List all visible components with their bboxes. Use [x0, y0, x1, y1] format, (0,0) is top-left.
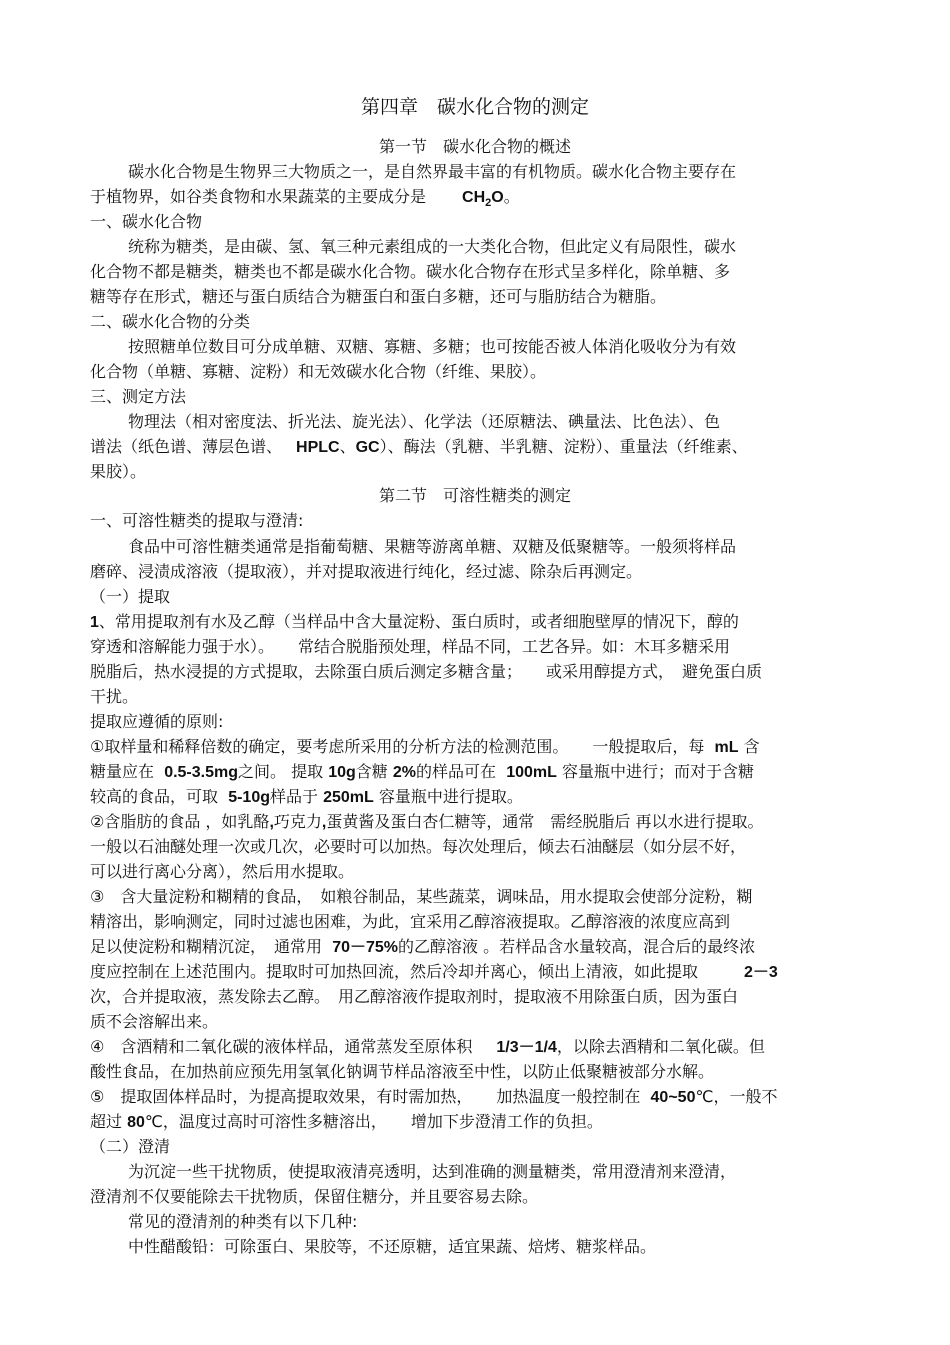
paragraph-line: 脱脂后，热水浸提的方式提取，去除蛋白质后测定多糖含量； 或采用醇提方式， 避免蛋白质	[90, 662, 763, 681]
text-run: ℃，一般不	[695, 1087, 778, 1106]
paragraph-line: 澄清剂不仅要能除去干扰物质，保留住糖分，并且要容易去除。	[90, 1187, 539, 1206]
paragraph-line: 中性醋酸铅：可除蛋白、果胶等，不还原糖，适宜果蔬、焙烤、糖浆样品。	[128, 1237, 657, 1256]
paragraph-line	[90, 936, 860, 958]
paragraph-line	[90, 761, 860, 783]
heading: 三、测定方法	[90, 387, 187, 406]
bold-comma: ,	[321, 814, 327, 831]
bold-number: 1	[90, 614, 99, 631]
paragraph-line	[90, 786, 860, 808]
bold-term: HPLC	[296, 439, 340, 456]
paragraph-line: 为沉淀一些干扰物质，使提取液清亮透明，达到准确的测量糖类，常用澄清剂来澄清，	[128, 1162, 737, 1181]
heading: 一、可溶性糖类的提取与澄清:	[90, 511, 304, 530]
bold-term: 80	[127, 1114, 145, 1131]
text-run: ②含脂肪的食品 ，如乳酪	[90, 812, 270, 831]
text-run: ）、酶法（乳糖、半乳糖、淀粉）、重量法（纤维素、	[379, 437, 748, 456]
paragraph-line: 穿透和溶解能力强于水）。 常结合脱脂预处理，样品不同，工艺各异。如：木耳多糖采用	[90, 637, 731, 656]
bold-term: 10g	[328, 764, 356, 781]
text-run: 的样品可在	[416, 762, 497, 781]
paragraph-line	[90, 961, 860, 983]
bold-term: 70－75%	[332, 939, 399, 956]
paragraph-line: 磨碎、浸渍成溶液（提取液），并对提取液进行纯化，经过滤、除杂后再测定。	[90, 562, 643, 581]
bold-term: 2－3	[744, 964, 778, 981]
paragraph-line	[90, 1086, 860, 1108]
formula-subscript: 2	[485, 197, 492, 210]
paragraph-line: 统称为糖类，是由碳、氢、氧三种元素组成的一大类化合物，但此定义有局限性，碳水	[128, 237, 737, 256]
text-run: ⑤ 提取固体样品时，为提高提取效果，有时需加热， 加热温度一般控制在	[90, 1087, 641, 1106]
text-run: 巧克力	[273, 812, 322, 831]
text-run: 于植物界，如谷类食物和水果蔬菜的主要成分是	[90, 187, 427, 206]
text-run: 样品于	[269, 787, 318, 806]
text-run: 度应控制在上述范围内。提取时可加热回流，然后冷却并离心，倾出上清液，如此提取	[90, 962, 699, 981]
text-run: 谱法（纸色谱、薄层色谱、	[90, 437, 283, 456]
bold-term: GC	[355, 439, 380, 456]
paragraph-line: 果胶）。	[90, 462, 147, 481]
paragraph-line	[90, 736, 860, 758]
paragraph-line	[90, 1036, 860, 1058]
paragraph-line: 一般以石油醚处理一次或几次，必要时可以加热。每次处理后，倾去石油醚层（如分层不好，	[90, 837, 747, 856]
text-run: 蛋黄酱及蛋白杏仁糖等，通常 需经脱脂后 再以水进行提取。	[326, 812, 764, 831]
paragraph-line: ③ 含大量淀粉和糊精的食品， 如粮谷制品，某些蔬菜，调味品，用水提取会使部分淀粉，糊	[90, 887, 753, 906]
paragraph-line: 常见的澄清剂的种类有以下几种:	[128, 1212, 358, 1231]
text-run: 之间。 提取	[238, 762, 324, 781]
subheading: （二）澄清	[90, 1137, 171, 1156]
text-run: ①取样量和稀释倍数的确定，要考虑所采用的分析方法的检测范围。 一般提取后，每	[90, 737, 705, 756]
chapter-title: 第四章 碳水化合物的测定	[360, 96, 589, 118]
text-run: ，以除去酒精和二氧化碳。但	[556, 1037, 765, 1056]
paragraph-line: 碳水化合物是生物界三大物质之一，是自然界最丰富的有机物质。碳水化合物主要存在	[128, 162, 737, 181]
text-run: 、	[339, 437, 356, 456]
bold-term: 100mL	[506, 764, 557, 781]
text-run: 容量瓶中进行；而对于含糖	[561, 762, 754, 781]
text-run: ℃，温度过高时可溶性多糖溶出， 增加下步澄清工作的负担。	[144, 1112, 603, 1131]
paragraph-line	[90, 811, 860, 833]
section2-title: 第二节 可溶性糖类的测定	[378, 486, 571, 505]
heading: 二、碳水化合物的分类	[90, 312, 251, 331]
paragraph-line: 精溶出，影响测定，同时过滤也困难，为此，宜采用乙醇溶液提取。乙醇溶液的浓度应高到	[90, 912, 731, 931]
paragraph-line: 提取应遵循的原则:	[90, 712, 224, 731]
section1-title: 第一节 碳水化合物的概述	[378, 137, 571, 156]
paragraph-line: 糖等存在形式，糖还与蛋白质结合为糖蛋白和蛋白多糖，还可与脂肪结合为糖脂。	[90, 287, 667, 306]
text-run: 的乙醇溶液 。若样品含水量较高，混合后的最终浓	[398, 937, 756, 956]
bold-term: 1/3－1/4	[496, 1039, 557, 1056]
text-run: 含	[743, 737, 760, 756]
paragraph-line: 化合物（单糖、寡糖、淀粉）和无效碳水化合物（纤维、果胶）。	[90, 362, 547, 381]
heading: 一、碳水化合物	[90, 212, 203, 231]
text-run: 超过	[90, 1112, 123, 1131]
paragraph-line: 食品中可溶性糖类通常是指葡萄糖、果糖等游离单糖、双糖及低聚糖等。一般须将样品	[128, 537, 737, 556]
bold-term: 0.5-3.5mg	[164, 764, 238, 781]
bold-term: 2%	[392, 764, 416, 781]
subheading: （一）提取	[90, 587, 171, 606]
formula-ch: CH	[462, 189, 486, 206]
text-run: 、常用提取剂有水及乙醇（当样品中含大量淀粉、蛋白质时，或者细胞壁厚的情况下，醇的	[98, 612, 739, 631]
paragraph-line	[90, 436, 860, 458]
bold-term: 40~50	[650, 1089, 696, 1106]
paragraph-line: 酸性食品，在加热前应预先用氢氧化钠调节样品溶液至中性，以防止低聚糖被部分水解。	[90, 1062, 715, 1081]
text-run: ④ 含酒精和二氧化碳的液体样品，通常蒸发至原体积	[90, 1037, 473, 1056]
paragraph-line: 次，合并提取液，蒸发除去乙醇。 用乙醇溶液作提取剂时，提取液不用除蛋白质，因为蛋白	[90, 987, 739, 1006]
bold-comma: ,	[269, 814, 274, 831]
bold-term: 5-10g	[228, 789, 270, 806]
formula-o: O	[491, 189, 504, 206]
text-run: 容量瓶中进行提取。	[378, 787, 523, 806]
text-run: 足以使淀粉和糊精沉淀， 通常用	[90, 937, 323, 956]
text-run: 较高的食品，可取	[90, 787, 219, 806]
paragraph-line	[90, 1111, 860, 1133]
paragraph-line: 按照糖单位数目可分成单糖、双糖、寡糖、多糖；也可按能否被人体消化吸收分为有效	[128, 337, 737, 356]
text-run: 含糖	[355, 762, 388, 781]
paragraph-line: 干扰。	[90, 687, 139, 706]
text-run: 糖量应在	[90, 762, 155, 781]
paragraph-line	[90, 611, 860, 633]
text-run: 。	[503, 187, 520, 206]
paragraph-line	[90, 186, 860, 208]
bold-term: mL	[714, 739, 739, 756]
paragraph-line: 可以进行离心分离），然后用水提取。	[90, 862, 355, 881]
bold-term: 250mL	[323, 789, 374, 806]
paragraph-line: 化合物不都是糖类，糖类也不都是碳水化合物。碳水化合物存在形式呈多样化，除单糖、多	[90, 262, 731, 281]
paragraph-line: 物理法（相对密度法、折光法、旋光法）、化学法（还原糖法、碘量法、比色法）、色	[128, 412, 721, 431]
paragraph-line: 质不会溶解出来。	[90, 1012, 219, 1031]
